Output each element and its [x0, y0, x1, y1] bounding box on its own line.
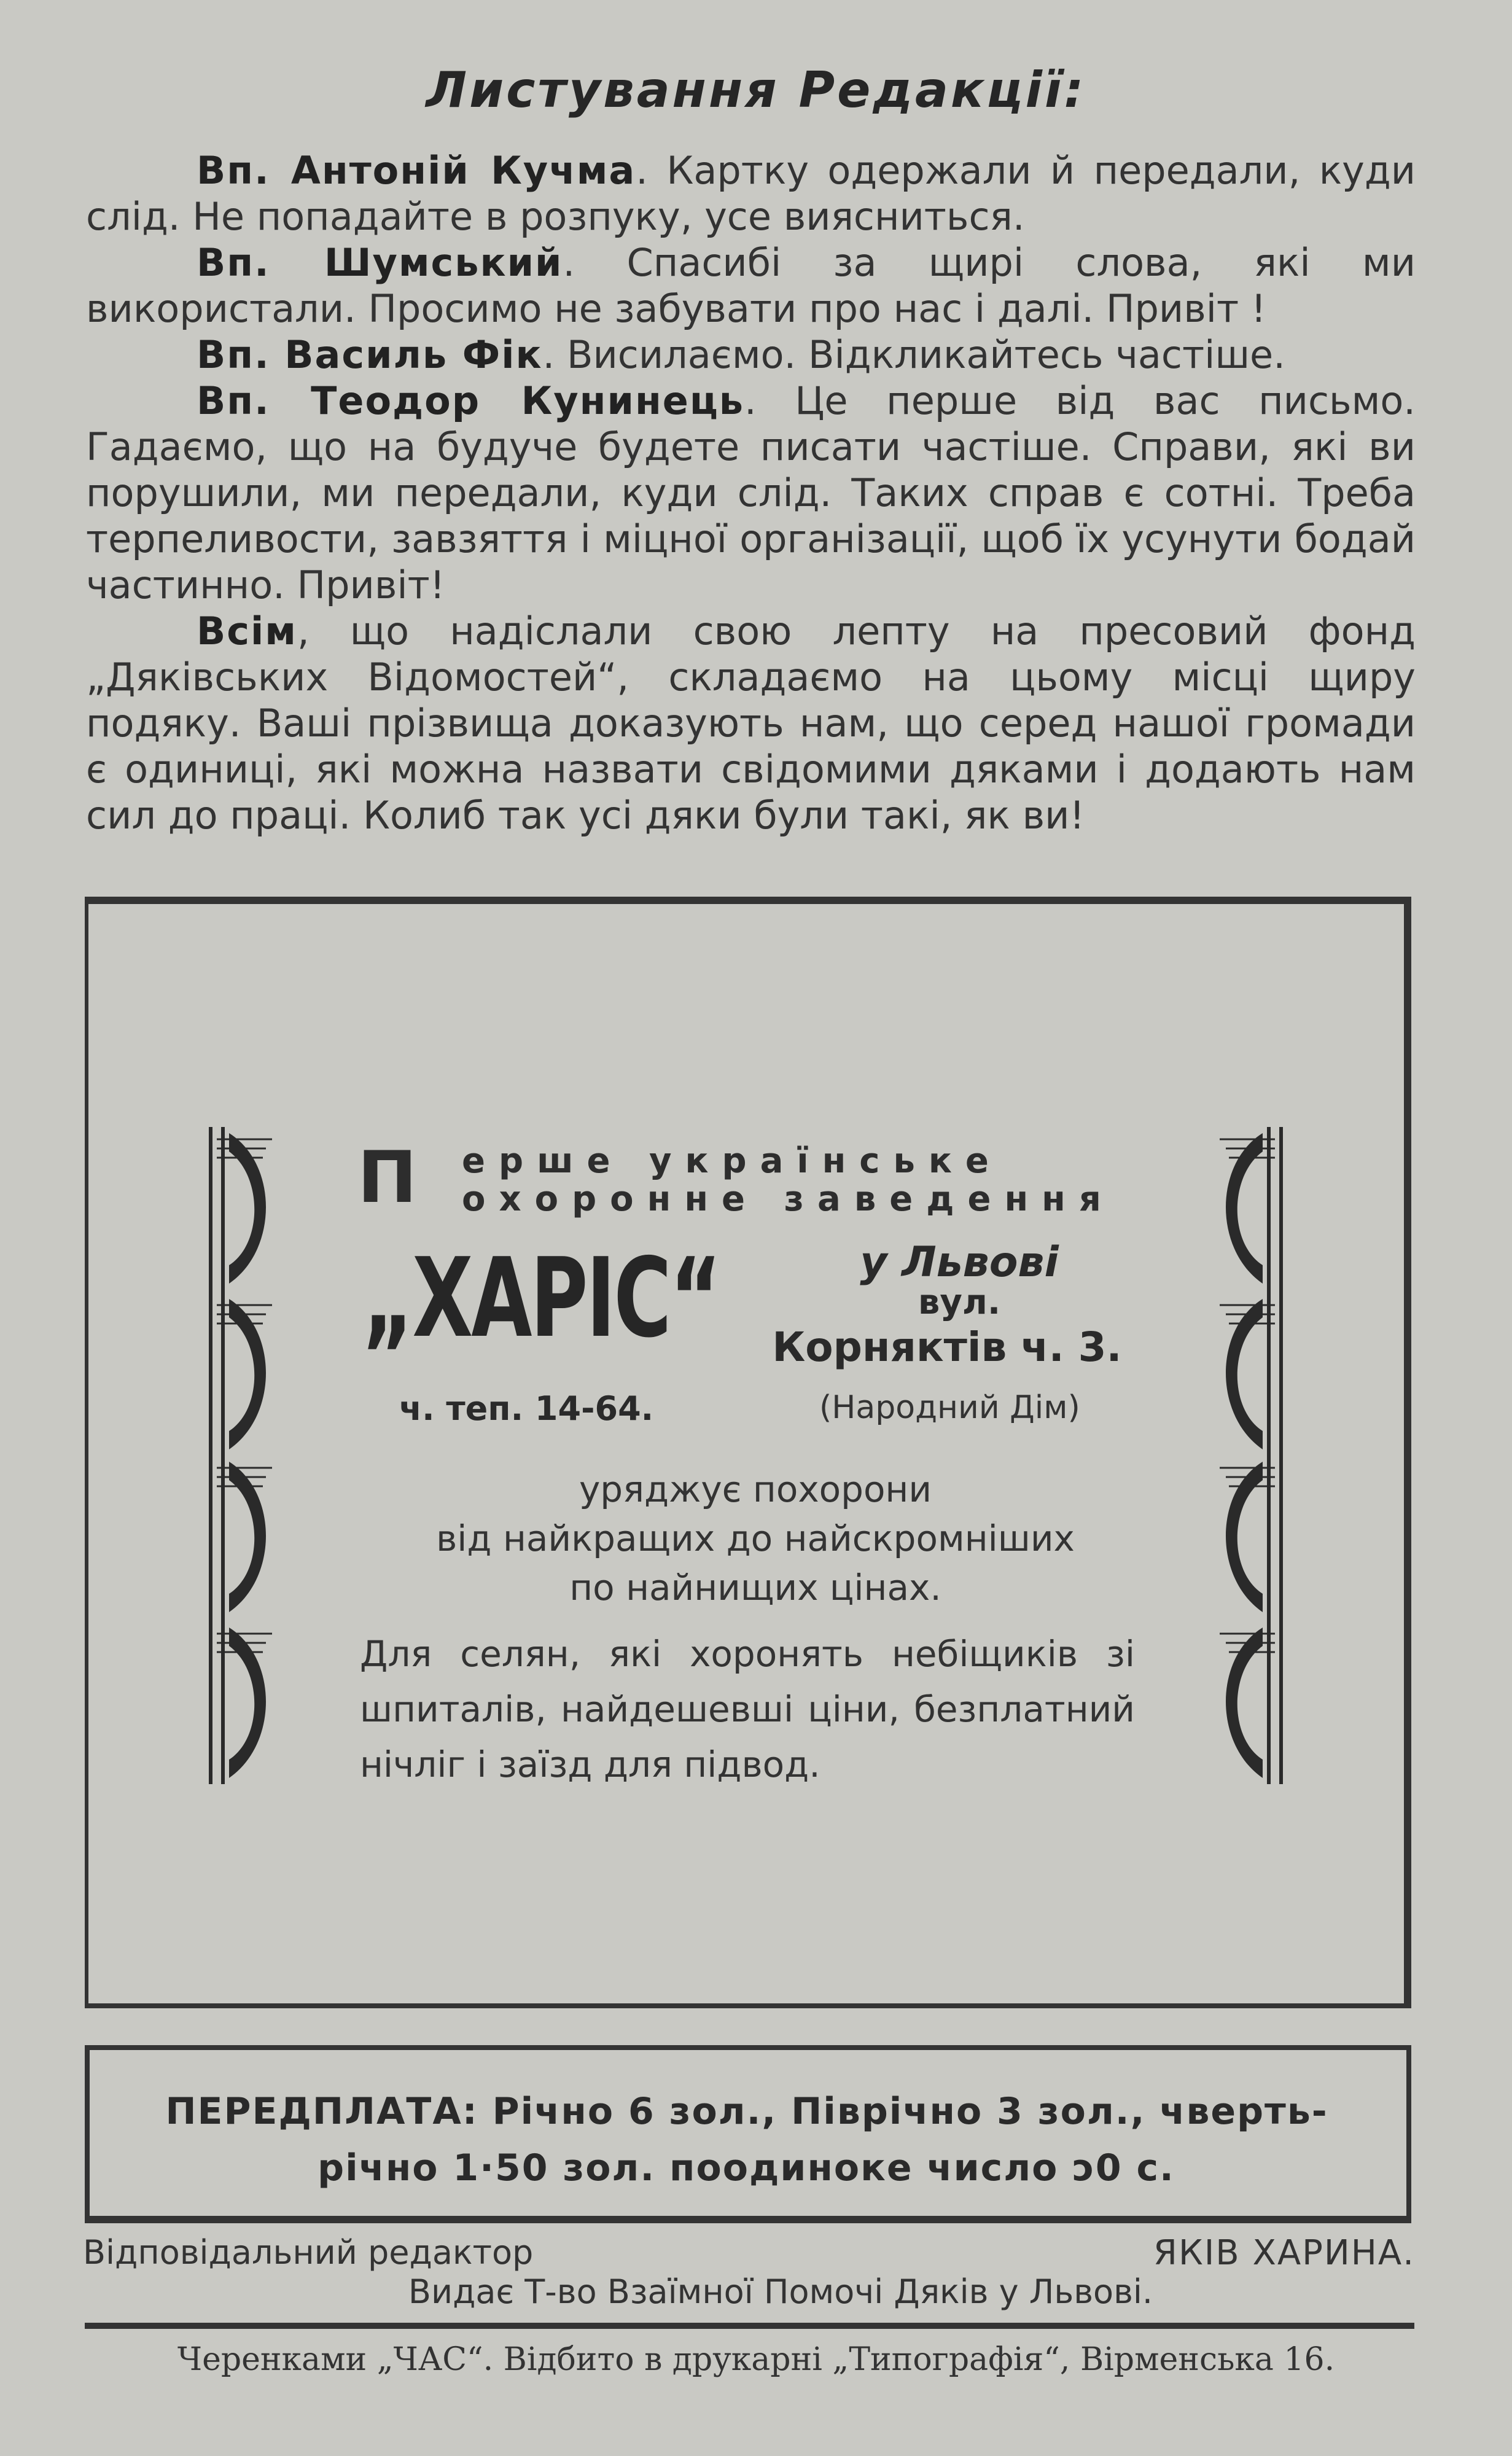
printer-line: Черенками „ЧАС“. Відбито в друкарні „Типографія“, Вірменська 16. — [177, 2341, 1335, 2378]
letter-recipient: Вп. Василь Фік — [197, 332, 543, 377]
letter-entry — [86, 378, 1416, 608]
publisher-line: Видає Т-во Взаїмної Помочі Дяків у Львові. — [408, 2272, 1153, 2311]
ad-phone: ч. теп. 14-64. — [399, 1389, 654, 1428]
editor-name: ЯКІВ ХАРИНА. — [1153, 2233, 1415, 2273]
editor-label: Відповідальний редактор — [83, 2233, 534, 2272]
letter-recipient: Всім — [197, 609, 297, 653]
letter-text: . Спасибі за щирі слова, які ми використали. Просимо не забувати про нас і далі. Привіт ! — [86, 240, 1416, 331]
letter-text: . Висилаємо. Відкликайтесь частіше. — [542, 332, 1285, 377]
letter-text: . Це перше від вас письмо. Гадаємо, що на будуче будете писати частіше. Справи, які ви порушили, ми передали, куди слід. Таких справ є сотні. Треба терпеливости, завзяття і міцної організації, щоб їх усунути бодай частинно. Привіт! — [86, 378, 1416, 607]
letters-section — [86, 147, 1416, 838]
letter-entry — [86, 332, 1416, 378]
section-heading: Листування Редакції: — [426, 61, 1086, 119]
footer-divider — [85, 2323, 1414, 2329]
ad-city: у Львові — [860, 1238, 1059, 1287]
letter-entry — [86, 608, 1416, 838]
left-ornament-icon — [205, 1127, 278, 1784]
letter-text: , що надіслали свою лепту на пресовий фонд „Дяківських Відомостей“, складаємо на цьому місці щиру подяку. Ваші прізвища доказують нам, що серед нашої громади є одиниці, які можна назвати свідомими дяками і додають нам сил до праці. Колиб так усі дяки були такі, як ви! — [86, 609, 1416, 838]
ad-service-line: уряджує похорони — [579, 1468, 932, 1510]
ad-offer-text: Для селян, які хоронять небіщиків зі шпиталів, найдешевші ціни, безплатний нічліг і заїзд для підвод. — [360, 1633, 1135, 1785]
ad-title-line-2: охоронне заведення — [462, 1179, 1115, 1219]
ad-brand-name: „ХАРІС“ — [362, 1234, 720, 1362]
letter-entry — [86, 147, 1416, 240]
right-ornament-icon — [1214, 1127, 1287, 1784]
ad-title-initial: П — [357, 1136, 418, 1219]
advertisement-frame — [85, 897, 1411, 2008]
ad-building: (Народний Дім) — [819, 1389, 1080, 1426]
ad-address: Корняктів ч. 3. — [772, 1324, 1122, 1371]
ad-title-text-1: ерше українське — [462, 1141, 1002, 1181]
letter-recipient: Вп. Теодор Кунинець — [197, 378, 744, 423]
ad-services — [356, 1465, 1155, 1612]
subscription-info — [135, 2083, 1357, 2196]
ad-street-label: вул. — [918, 1282, 1001, 1322]
letter-entry — [86, 240, 1416, 332]
letter-recipient: Вп. Антоній Кучма — [197, 148, 636, 193]
letter-recipient: Вп. Шумський — [197, 240, 563, 285]
subscription-prices: : Річно 6 зол., Піврічно 3 зол., чвертьрічно 1·50 зол. поодиноке число ɔ0 с. — [318, 2090, 1327, 2189]
letter-text: . Картку одержали й передали, куди слід. Не попадайте в розпуку, усе виясниться. — [86, 148, 1416, 239]
ad-service-line: від найкращих до найскромніших — [436, 1518, 1075, 1559]
ad-service-line: по найнищих цінах. — [569, 1567, 941, 1608]
subscription-label: ПЕРЕДПЛАТА — [165, 2090, 462, 2133]
